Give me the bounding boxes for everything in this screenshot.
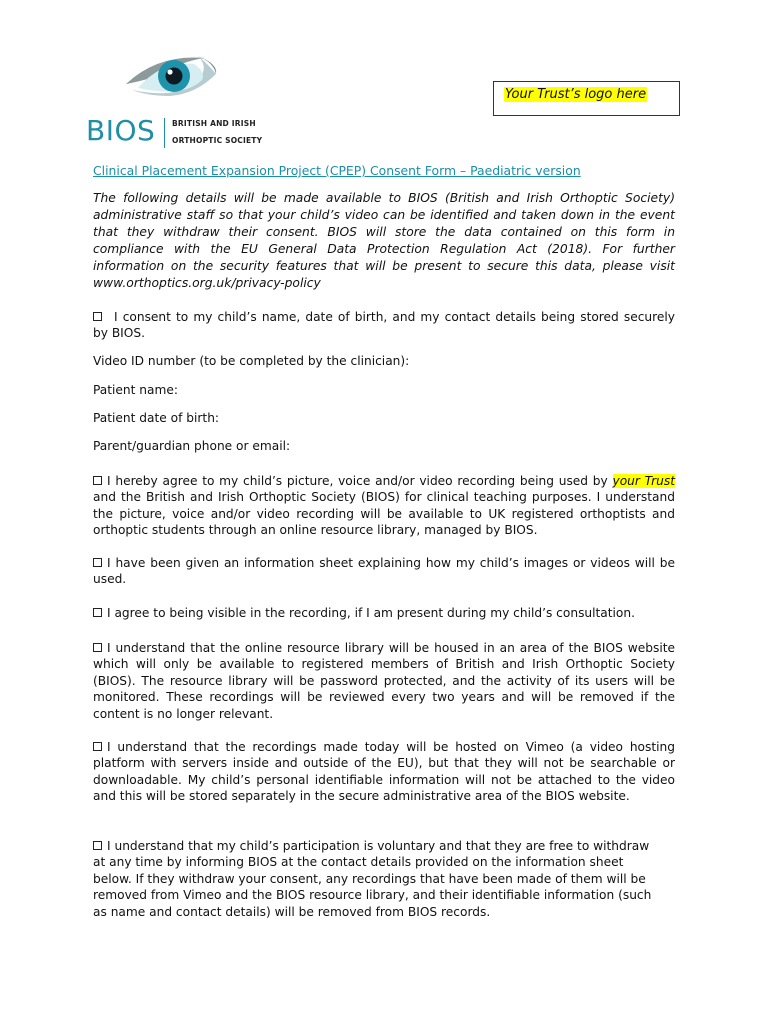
agreement-highlight: your Trust — [612, 474, 676, 488]
trust-logo-text: Your Trust’s logo here — [505, 87, 647, 102]
bios-wordmark: BIOS — [86, 114, 156, 147]
checkbox[interactable] — [93, 841, 102, 850]
bios-logo — [86, 50, 276, 150]
statement-item[interactable] — [93, 555, 675, 588]
org-name-line-2: ORTHOPTIC SOCIETY — [172, 136, 263, 145]
statement-item[interactable] — [93, 605, 675, 621]
form-title: Clinical Placement Expansion Project (CPEP) Consent Form – Paediatric version — [93, 163, 581, 178]
checkbox[interactable] — [93, 558, 102, 567]
agreement-item[interactable] — [93, 473, 675, 539]
statement-item[interactable] — [93, 739, 675, 805]
consent-storage-text: I consent to my child’s name, date of birth, and my contact details being stored securely by BIOS. — [93, 310, 675, 341]
statement-text: I agree to being visible in the recording, if I am present during my child’s consultation. — [107, 606, 635, 620]
checkbox[interactable] — [93, 312, 102, 321]
checkbox[interactable] — [93, 742, 102, 751]
statement-text: I understand that my child’s participation is voluntary and that they are free to withdraw at any time by informing BIOS at the contact details provided on the information sheet below. If they withdraw your consent, any recordings that have been made of them will be removed from Vimeo and the BIOS resource library, and their identifiable information (such as name and contact details) will be removed from BIOS records. — [93, 839, 652, 919]
video-id-field: Video ID number (to be completed by the clinician): — [93, 354, 410, 368]
statement-text: I understand that the recordings made today will be hosted on Vimeo (a video hosting platform with servers inside and outside of the EU), but that they will not be searchable or downloadable. My child’s personal identifiable information will not be attached to the video and this will be stored separately in the secure administrative area of the BIOS website. — [93, 740, 675, 804]
patient-dob-field: Patient date of birth: — [93, 411, 220, 425]
patient-name-field: Patient name: — [93, 383, 178, 397]
checkbox[interactable] — [93, 608, 102, 617]
trust-logo-placeholder — [493, 81, 680, 116]
statement-item[interactable] — [93, 640, 675, 722]
org-name-line-1: BRITISH AND IRISH — [172, 119, 256, 128]
agreement-text-after: and the British and Irish Orthoptic Society (BIOS) for clinical teaching purposes. I understand the picture, voice and/or video recording will be available to UK registered orthoptists and orthoptic students through an online resource library, managed by BIOS. — [93, 490, 675, 538]
checkbox[interactable] — [93, 643, 102, 652]
intro-paragraph: The following details will be made available to BIOS (British and Irish Orthoptic Society) administrative staff so that your child’s video can be identified and taken down in the event that they withdraw their consent. BIOS will store the data contained on this form in compliance with the EU General Data Protection Regulation Act (2018). For further information on the security features that will be present to secure this data, please visit www.orthoptics.org.uk/privacy-policy — [93, 191, 675, 290]
checkbox[interactable] — [93, 476, 102, 485]
statement-item[interactable] — [93, 838, 653, 920]
agreement-text-before: I hereby agree to my child’s picture, voice and/or video recording being used by — [107, 474, 613, 488]
consent-storage-item[interactable] — [93, 309, 675, 342]
statement-text: I understand that the online resource library will be housed in an area of the BIOS website which will only be available to registered members of British and Irish Orthoptic Society (BIOS). The resource library will be password protected, and the activity of its users will be monitored. These recordings will be reviewed every two years and will be removed if the content is no longer relevant. — [93, 641, 675, 721]
statement-text: I have been given an information sheet explaining how my child’s images or videos will be used. — [93, 556, 675, 587]
eye-logo-icon — [118, 50, 222, 100]
contact-field: Parent/guardian phone or email: — [93, 439, 291, 453]
logo-divider — [164, 118, 165, 148]
